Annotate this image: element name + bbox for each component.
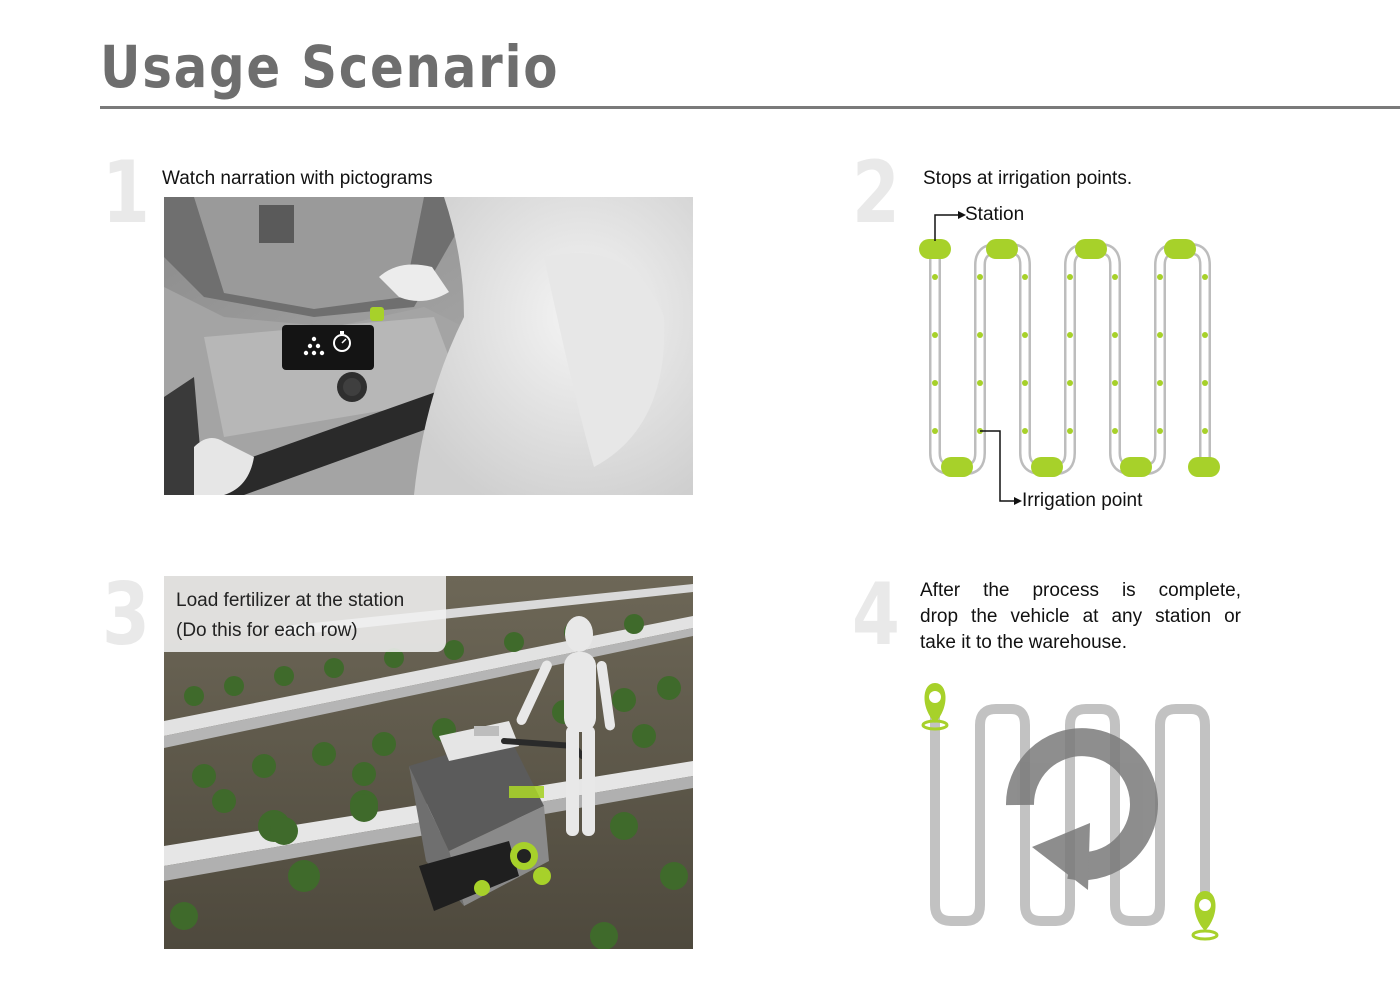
step-2-caption: Stops at irrigation points.: [923, 168, 1133, 189]
station-marker: [919, 239, 951, 259]
vehicle-console-render: [164, 197, 693, 495]
irrigation-callout-arrow: [1014, 497, 1022, 505]
step-1-caption: Watch narration with pictograms: [162, 168, 433, 189]
step-3-caption-line2: (Do this for each row): [176, 620, 358, 641]
station-label: Station: [965, 204, 1025, 225]
station-callout-line: [935, 215, 958, 241]
title-divider: [100, 106, 1400, 109]
page-title: Usage Scenario: [100, 33, 560, 101]
irrigation-point-label: Irrigation point: [1022, 490, 1143, 511]
step-4-line1: After the process is complete,: [920, 580, 1241, 601]
irrigation-route-diagram: [900, 195, 1240, 525]
step-2-number: 2: [852, 143, 900, 243]
return-route-diagram: [900, 675, 1240, 950]
station-marker: [1164, 239, 1196, 259]
step-3-caption: [176, 586, 404, 646]
step-3-number: 3: [102, 565, 150, 665]
step-3-image: [164, 576, 693, 949]
station-marker: [1188, 457, 1220, 477]
step-4-number: 4: [852, 565, 900, 665]
step-1-image: [164, 197, 693, 495]
station-marker: [1031, 457, 1063, 477]
loop-arrow-icon: [1020, 742, 1144, 890]
step-1-number: 1: [102, 143, 150, 243]
station-marker: [986, 239, 1018, 259]
station-marker: [1120, 457, 1152, 477]
step-4-description: [920, 578, 1241, 656]
step-3-caption-line1: Load fertilizer at the station: [176, 590, 405, 611]
step-4-line2: drop the vehicle at any station or: [920, 606, 1241, 627]
location-pin-icon: [923, 683, 947, 729]
green-button: [370, 307, 384, 321]
step-4-line3: take it to the warehouse.: [920, 632, 1128, 653]
station-marker: [941, 457, 973, 477]
station-marker: [1075, 239, 1107, 259]
location-pin-icon: [1193, 891, 1217, 939]
display-screen: [282, 325, 374, 370]
